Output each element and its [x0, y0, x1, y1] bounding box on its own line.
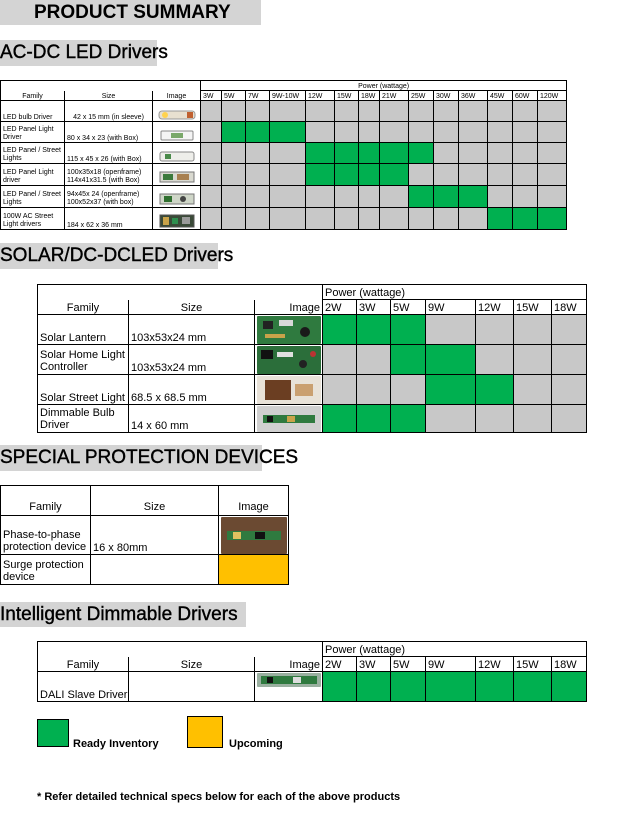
ac-dc-power-9w-10w: 9W-10W: [270, 91, 306, 101]
ac-dc-power-15w: 15W: [335, 91, 359, 101]
product-image: [153, 164, 201, 186]
ac-dc-power-36w: 36W: [459, 91, 488, 101]
solar-power-5w: 5W: [391, 300, 426, 315]
protection-table: [0, 485, 289, 585]
solar-power-header: Power (wattage): [323, 285, 587, 300]
section-title-protection: SPECIAL PROTECTION DEVICES: [0, 445, 262, 471]
dimmable-power-header: Power (wattage): [323, 642, 587, 657]
ac-dc-power-30w: 30W: [434, 91, 459, 101]
dimmable-power-12w: 12W: [476, 657, 514, 672]
page-title: PRODUCT SUMMARY: [0, 0, 261, 25]
solar-power-15w: 15W: [514, 300, 552, 315]
table-row: [38, 315, 587, 345]
size-cell: 100x35x18 (openframe) 114x41x31.5 (with Box): [65, 164, 153, 186]
family-cell: Dimmable Bulb Driver: [38, 405, 129, 433]
section-title-solar: SOLAR/DC-DCLED Drivers: [0, 243, 218, 269]
solar-power-9w: 9W: [426, 300, 476, 315]
dimmable-power-2w: 2W: [323, 657, 357, 672]
size-cell: 115 x 45 x 26 (with Box): [65, 143, 153, 164]
solar-col-image: Image: [255, 300, 323, 315]
legend-ready-swatch: [37, 719, 69, 747]
family-cell: DALI Slave Driver: [38, 672, 129, 702]
size-cell: 103x53x24 mm: [129, 345, 255, 375]
section-title-dimmable: Intelligent Dimmable Drivers: [0, 602, 246, 627]
product-image: [153, 122, 201, 143]
family-cell: Solar Street Light: [38, 375, 129, 405]
family-cell: LED Panel / Street Lights: [1, 143, 65, 164]
size-cell: 184 x 62 x 36 mm: [65, 208, 153, 230]
family-cell: Phase-to-phase protection device: [1, 516, 91, 555]
table-row: [1, 122, 567, 143]
table-row: [1, 186, 567, 208]
dimmable-power-5w: 5W: [391, 657, 426, 672]
table-row: [1, 516, 289, 555]
size-cell: 94x45x 24 (openframe) 100x52x37 (with box): [65, 186, 153, 208]
solar-power-2w: 2W: [323, 300, 357, 315]
solar-power-3w: 3W: [357, 300, 391, 315]
section-title-ac-dc: AC-DC LED Drivers: [0, 40, 157, 66]
table-row: [1, 208, 567, 230]
table-row: [38, 672, 587, 702]
legend-ready-label: Ready Inventory: [73, 738, 159, 750]
product-image: [255, 405, 323, 433]
table-row: [38, 405, 587, 433]
product-image: [219, 516, 289, 555]
size-cell: 42 x 15 mm (in sleeve): [65, 101, 153, 122]
table-row: [1, 143, 567, 164]
product-image: [153, 143, 201, 164]
ac-dc-power-60w: 60W: [513, 91, 538, 101]
table-row: [1, 555, 289, 585]
table-row: [38, 375, 587, 405]
family-cell: Solar Home Light Controller: [38, 345, 129, 375]
family-cell: Solar Lantern: [38, 315, 129, 345]
footnote: * Refer detailed technical specs below for each of the above products: [37, 791, 401, 803]
solar-power-12w: 12W: [476, 300, 514, 315]
size-cell: 16 x 80mm: [91, 516, 219, 555]
ac-dc-power-21w: 21W: [380, 91, 409, 101]
product-image: [255, 375, 323, 405]
legend-upcoming-swatch: [187, 716, 223, 748]
ac-dc-power-3w: 3W: [201, 91, 222, 101]
dimmable-power-3w: 3W: [357, 657, 391, 672]
ac-dc-power-5w: 5W: [222, 91, 246, 101]
family-cell: LED bulb Driver: [1, 101, 65, 122]
size-cell: 14 x 60 mm: [129, 405, 255, 433]
solar-power-18w: 18W: [552, 300, 587, 315]
family-cell: Surge protection device: [1, 555, 91, 585]
product-image: [153, 208, 201, 230]
family-cell: 100W AC Street Light drivers: [1, 208, 65, 230]
dimmable-table: [37, 641, 587, 702]
ac-dc-col-family: Family: [1, 91, 65, 101]
dimmable-power-18w: 18W: [552, 657, 587, 672]
product-image: [255, 345, 323, 375]
dimmable-power-15w: 15W: [514, 657, 552, 672]
product-image: [255, 672, 323, 702]
dimmable-col-family: Family: [38, 657, 129, 672]
product-image: [153, 186, 201, 208]
protection-col-family: Family: [1, 486, 91, 516]
ac-dc-col-image: Image: [153, 91, 201, 101]
ac-dc-table: [0, 80, 567, 230]
ac-dc-power-header: Power (wattage): [201, 81, 567, 91]
ac-dc-power-45w: 45W: [488, 91, 513, 101]
product-image: [255, 315, 323, 345]
table-row: [1, 164, 567, 186]
ac-dc-power-120w: 120W: [538, 91, 567, 101]
ac-dc-col-size: Size: [65, 91, 153, 101]
dimmable-col-size: Size: [129, 657, 255, 672]
solar-table: [37, 284, 587, 433]
family-cell: LED Panel / Street Lights: [1, 186, 65, 208]
protection-col-size: Size: [91, 486, 219, 516]
dimmable-power-9w: 9W: [426, 657, 476, 672]
protection-col-image: Image: [219, 486, 289, 516]
ac-dc-power-12w: 12W: [306, 91, 335, 101]
solar-col-family: Family: [38, 300, 129, 315]
ac-dc-power-7w: 7W: [246, 91, 270, 101]
ac-dc-power-25w: 25W: [409, 91, 434, 101]
size-cell: [91, 555, 219, 585]
size-cell: 68.5 x 68.5 mm: [129, 375, 255, 405]
size-cell: 103x53x24 mm: [129, 315, 255, 345]
family-cell: LED Panel Light driver: [1, 164, 65, 186]
size-cell: 80 x 34 x 23 (with Box): [65, 122, 153, 143]
table-row: [38, 345, 587, 375]
solar-col-size: Size: [129, 300, 255, 315]
product-image: [153, 101, 201, 122]
legend-upcoming-label: Upcoming: [229, 738, 283, 750]
table-row: [1, 101, 567, 122]
size-cell: [129, 672, 255, 702]
ac-dc-power-18w: 18W: [359, 91, 380, 101]
family-cell: LED Panel Light Driver: [1, 122, 65, 143]
dimmable-col-image: Image: [255, 657, 323, 672]
